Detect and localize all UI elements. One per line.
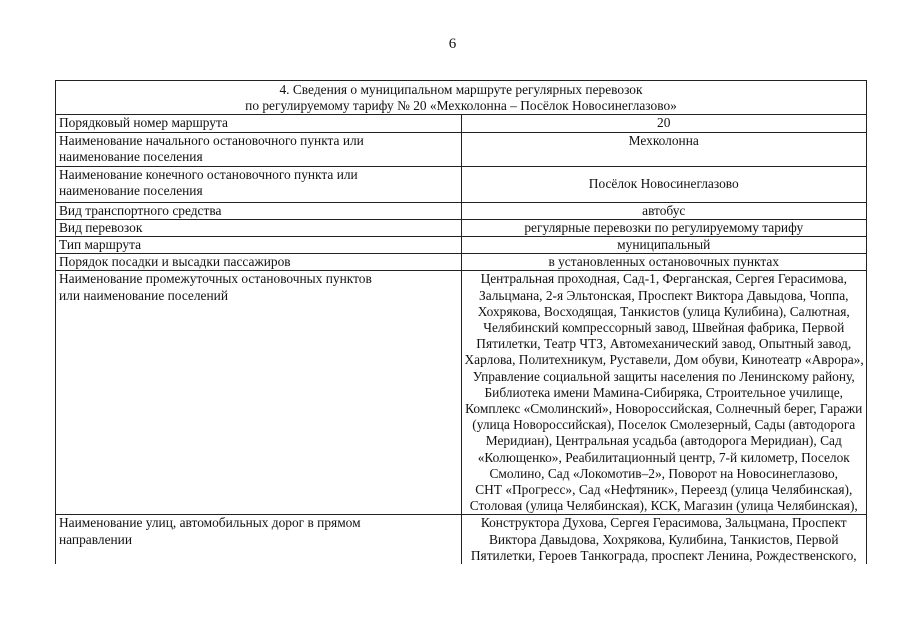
streets-forward-line-1: Конструктора Духова, Сергея Герасимова, Зальцмана, Проспект [480, 515, 847, 531]
transport-type-value: регулярные перевозки по регулируемому тарифу [461, 219, 867, 236]
intermediate-stops-line-6: Харлова, Политехникум, Руставели, Дом обуви, Кинотеатр «Аврора», [464, 352, 864, 368]
streets-forward-line-2: Виктора Давыдова, Хохрякова, Кулибина, Танкистов, Первой [488, 531, 839, 547]
vehicle-type-label: Вид транспортного средства [56, 202, 462, 219]
transport-type-label: Вид перевозок [56, 219, 462, 236]
table-row-end-point [56, 166, 867, 202]
table-row-boarding [56, 254, 867, 271]
route-info-table [55, 80, 867, 564]
route-type-label: Тип маршрута [56, 237, 462, 254]
intermediate-stops-line-5: Пятилетки, Театр ЧТЗ, Автомеханический завод, Опытный завод, [476, 336, 852, 352]
intermediate-stops-label-line-1: Наименование промежуточных остановочных пунктов [59, 271, 372, 287]
start-point-value: Мехколонна [461, 132, 867, 166]
intermediate-stops-label-line-2: или наименование поселений [59, 287, 228, 303]
end-point-value: Посёлок Новосинеглазово [461, 166, 867, 202]
intermediate-stops-line-2: Зальцмана, 2-я Эльтонская, Проспект Виктора Давыдова, Чоппа, [478, 287, 849, 303]
end-point-label-line-1: Наименование конечного остановочного пункта или [59, 166, 358, 182]
end-point-label-line-2: наименование поселения [59, 182, 203, 198]
start-point-label [56, 132, 462, 166]
table-row-start-point [56, 132, 867, 166]
intermediate-stops-line-8: Библиотека имени Мамина-Сибиряка, Строительное училище, [484, 384, 844, 400]
table-row-route-type [56, 237, 867, 254]
streets-forward-label-line-1: Наименование улиц, автомобильных дорог в прямом [59, 515, 361, 531]
streets-forward-label [56, 515, 462, 564]
intermediate-stops-line-4: Челябинский компрессорный завод, Швейная фабрика, Первой [483, 320, 845, 336]
intermediate-stops-line-3: Хохрякова, Восходящая, Танкистов (улица Кулибина), Салютная, [477, 303, 850, 319]
intermediate-stops-line-11: Меридиан), Центральная усадьба (автодорога Меридиан), Сад [485, 433, 842, 449]
section-heading-line-2: по регулируемому тарифу № 20 «Мехколонна – Посёлок Новосинеглазово» [245, 98, 677, 114]
table-row-transport-type [56, 219, 867, 236]
end-point-label [56, 166, 462, 202]
section-heading-row [56, 81, 867, 115]
intermediate-stops-line-10: (улица Новороссийская), Поселок Смолезерный, Сады (автодорога [472, 417, 856, 433]
intermediate-stops-line-7: Управление социальной защиты населения по Ленинскому району, [472, 368, 855, 384]
streets-forward-label-line-2: направлении [59, 531, 133, 547]
start-point-label-line-1: Наименование начального остановочного пункта или [59, 132, 364, 148]
table-row-route-number [56, 115, 867, 132]
page-number: 6 [448, 36, 457, 52]
streets-forward-value [461, 515, 867, 564]
route-type-value: муниципальный [461, 237, 867, 254]
table-row-vehicle-type [56, 202, 867, 219]
intermediate-stops-line-1: Центральная проходная, Сад-1, Ферганская, Сергея Герасимова, [480, 271, 847, 287]
streets-forward-line-3: Пятилетки, Героев Танкограда, проспект Ленина, Рождественского, [470, 547, 857, 563]
intermediate-stops-line-13: Смолино, Сад «Локомотив–2», Поворот на Новосинеглазово, [489, 465, 838, 481]
table-row-streets-forward [56, 515, 867, 564]
route-number-label: Порядковый номер маршрута [56, 115, 462, 132]
table-row-intermediate-stops [56, 271, 867, 515]
route-number-value: 20 [461, 115, 867, 132]
intermediate-stops-line-9: Комплекс «Смолинский», Новороссийская, Солнечный берег, Гаражи [465, 401, 863, 417]
intermediate-stops-line-14: СНТ «Прогресс», Сад «Нефтяник», Переезд (улица Челябинская), [475, 482, 853, 498]
intermediate-stops-value [461, 271, 867, 515]
start-point-label-line-2: наименование поселения [59, 148, 203, 164]
boarding-label: Порядок посадки и высадки пассажиров [56, 254, 462, 271]
vehicle-type-value: автобус [461, 202, 867, 219]
intermediate-stops-line-12: «Колющенко», Реабилитационный центр, 7-й километр, Поселок [477, 449, 850, 465]
section-heading-line-1: 4. Сведения о муниципальном маршруте регулярных перевозок [279, 82, 643, 97]
section-heading [56, 81, 867, 115]
boarding-value: в установленных остановочных пунктах [461, 254, 867, 271]
intermediate-stops-line-15: Столовая (улица Челябинская), КСК, Магазин (улица Челябинская), [469, 498, 858, 514]
intermediate-stops-label [56, 271, 462, 515]
